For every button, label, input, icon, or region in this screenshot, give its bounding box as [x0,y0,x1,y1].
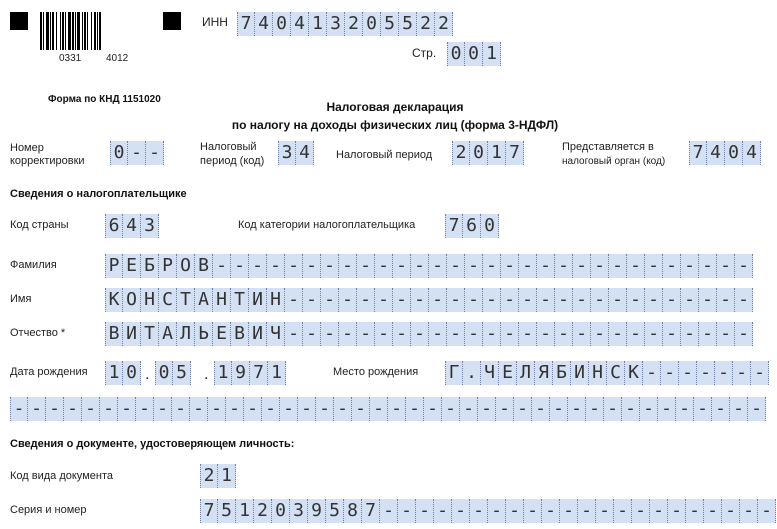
char-cell: Т [231,288,249,312]
char-cell: - [496,397,514,421]
char-cell: - [465,322,483,346]
char-cell: - [339,254,357,278]
char-cell: 0 [465,42,483,66]
char-cell: - [100,397,118,421]
barcode-left-digits: 0331 [59,53,82,64]
char-cell: - [429,254,447,278]
char-cell: - [681,288,699,312]
char-cell: - [460,397,478,421]
char-cell: - [231,254,249,278]
char-cell: Н [141,288,159,312]
char-cell: - [267,254,285,278]
char-cell: - [393,288,411,312]
char-cell: - [321,322,339,346]
char-cell: - [712,397,730,421]
char-cell: - [298,397,316,421]
char-cell: 9 [308,499,326,523]
char-cell: - [560,499,578,523]
char-cell: - [573,254,591,278]
char-cell: - [550,397,568,421]
char-cell: - [429,288,447,312]
char-cell: - [411,254,429,278]
char-cell: В [105,322,123,346]
char-cell: - [339,322,357,346]
char-cell: Е [213,322,231,346]
period-code-field[interactable] [278,141,314,165]
char-cell: - [465,288,483,312]
char-cell: - [357,288,375,312]
char-cell: 7 [250,361,268,385]
char-cell: Я [535,361,553,385]
birth-place-field-continued[interactable] [10,397,766,421]
char-cell: Н [267,288,285,312]
char-cell: - [640,397,658,421]
char-cell: - [375,254,393,278]
char-cell: - [213,254,231,278]
char-cell: - [483,288,501,312]
category-label: Код категории налогоплательщика [238,219,416,231]
char-cell: Е [123,254,141,278]
char-cell: Е [499,361,517,385]
char-cell: - [704,499,722,523]
page-number-field[interactable] [447,42,501,66]
title-line1: Налоговая декларация [326,100,464,114]
char-cell: Т [141,322,159,346]
char-cell: Б [141,254,159,278]
char-cell: 5 [399,12,417,36]
char-cell: - [434,499,452,523]
char-cell: - [681,254,699,278]
char-cell: - [537,254,555,278]
char-cell: В [195,254,213,278]
char-cell: - [478,397,496,421]
inn-field[interactable] [237,12,453,36]
char-cell: - [442,397,460,421]
surname-field[interactable] [105,254,753,278]
correction-field[interactable] [110,141,164,165]
series-number-label: Серия и номер [10,504,87,516]
char-cell: - [411,322,429,346]
char-cell: - [627,254,645,278]
char-cell: 3 [327,12,345,36]
char-cell: Ь [195,322,213,346]
char-cell: Г [445,361,463,385]
char-cell: - [316,397,334,421]
char-cell: А [159,322,177,346]
country-field[interactable] [105,214,159,238]
char-cell: 4 [743,141,761,165]
char-cell: - [352,397,370,421]
char-cell: - [28,397,46,421]
char-cell: 2 [417,12,435,36]
char-cell: - [429,322,447,346]
char-cell: Н [589,361,607,385]
char-cell: 5 [381,12,399,36]
char-cell: - [146,141,164,165]
char-cell: - [375,288,393,312]
char-cell: - [424,397,442,421]
birth-date-dot-1: . [145,366,150,383]
period-code-label-1: Налоговый [200,141,257,153]
char-cell: - [393,254,411,278]
char-cell: - [578,499,596,523]
char-cell: - [686,499,704,523]
char-cell: - [586,397,604,421]
char-cell: 5 [218,499,236,523]
title-line2: по налогу на доходы физических лиц (форма 3-НДФЛ) [231,118,559,132]
char-cell: - [679,361,697,385]
char-cell: - [82,397,100,421]
series-number-field[interactable] [200,499,776,523]
char-cell: - [715,361,733,385]
char-cell: - [658,397,676,421]
char-cell: - [483,322,501,346]
char-cell: - [609,288,627,312]
char-cell: - [542,499,560,523]
char-cell: - [748,397,766,421]
char-cell: - [416,499,434,523]
char-cell: И [123,322,141,346]
char-cell: - [735,322,753,346]
char-cell: - [555,322,573,346]
char-cell: - [519,254,537,278]
char-cell: 5 [326,499,344,523]
char-cell: - [697,361,715,385]
char-cell: 1 [214,361,232,385]
birth-day-field[interactable] [105,361,141,385]
char-cell: - [645,288,663,312]
char-cell: - [555,288,573,312]
birth-date-label: Дата рождения [10,366,88,378]
char-cell: 3 [278,141,296,165]
char-cell: - [406,397,424,421]
char-cell: 1 [105,361,123,385]
char-cell: Л [517,361,535,385]
char-cell: - [676,397,694,421]
char-cell: - [452,499,470,523]
char-cell: 2 [345,12,363,36]
char-cell: - [398,499,416,523]
char-cell: - [663,322,681,346]
char-cell: - [717,322,735,346]
char-cell: - [321,288,339,312]
char-cell: 4 [291,12,309,36]
authority-label-2: налоговый орган (код) [562,156,666,167]
char-cell: 1 [268,361,286,385]
char-cell: 1 [483,42,501,66]
char-cell: - [519,288,537,312]
char-cell: - [663,288,681,312]
doc-type-field[interactable] [200,464,236,488]
char-cell: Б [553,361,571,385]
char-cell: 0 [110,141,128,165]
char-cell: Р [159,254,177,278]
char-cell: - [244,397,262,421]
char-cell: О [177,254,195,278]
char-cell: - [730,397,748,421]
barcode-gap [101,12,102,50]
char-cell: - [604,397,622,421]
char-cell: - [388,397,406,421]
char-cell: - [357,254,375,278]
correction-label-2: корректировки [10,155,85,167]
period-code-label-2: период (код) [200,155,265,167]
char-cell: - [447,254,465,278]
char-cell: 0 [481,214,499,238]
char-cell: - [447,288,465,312]
char-cell: 9 [232,361,250,385]
char-cell: - [573,322,591,346]
char-cell: 0 [447,42,465,66]
char-cell: - [568,397,586,421]
char-cell: - [722,499,740,523]
char-cell: - [537,322,555,346]
char-cell: - [370,397,388,421]
authority-label-1: Представляется в [562,141,654,153]
char-cell: - [627,322,645,346]
char-cell: - [285,322,303,346]
char-cell: Л [177,322,195,346]
char-cell: 1 [236,499,254,523]
char-cell: - [514,397,532,421]
char-cell: - [285,254,303,278]
char-cell: - [118,397,136,421]
char-cell: - [733,361,751,385]
char-cell: 2 [254,499,272,523]
char-cell: - [303,322,321,346]
char-cell: - [609,254,627,278]
taxpayer-section-title: Сведения о налогоплательщике [10,188,187,200]
char-cell: - [627,288,645,312]
char-cell: 2 [200,464,218,488]
char-cell: - [694,397,712,421]
char-cell: - [643,361,661,385]
char-cell: 0 [272,499,290,523]
char-cell: 4 [707,141,725,165]
char-cell: - [128,141,146,165]
char-cell: К [105,288,123,312]
char-cell: - [740,499,758,523]
corner-marker-left [10,12,28,30]
char-cell: - [699,254,717,278]
name-label: Имя [10,293,32,305]
char-cell: 7 [506,141,524,165]
char-cell: - [661,361,679,385]
char-cell: - [591,254,609,278]
char-cell: - [506,499,524,523]
char-cell: - [501,322,519,346]
char-cell: И [571,361,589,385]
char-cell: - [262,397,280,421]
char-cell: - [393,322,411,346]
char-cell: - [411,288,429,312]
char-cell: - [758,499,776,523]
char-cell: 1 [488,141,506,165]
char-cell: - [596,499,614,523]
char-cell: 7 [445,214,463,238]
char-cell: Ч [481,361,499,385]
char-cell: - [622,397,640,421]
char-cell: Н [213,288,231,312]
surname-label: Фамилия [10,259,57,271]
char-cell: Р [105,254,123,278]
barcode [40,12,134,50]
char-cell: 0 [363,12,381,36]
char-cell: С [607,361,625,385]
char-cell: 2 [452,141,470,165]
birth-year-field[interactable] [214,361,286,385]
char-cell: - [46,397,64,421]
char-cell: 2 [435,12,453,36]
char-cell: 7 [362,499,380,523]
char-cell: - [190,397,208,421]
char-cell: - [632,499,650,523]
char-cell: И [249,322,267,346]
birth-month-field[interactable] [155,361,191,385]
char-cell: - [735,254,753,278]
page-label: Стр. [412,46,437,60]
char-cell: 4 [123,214,141,238]
country-label: Код страны [10,219,69,231]
char-cell: - [136,397,154,421]
char-cell: - [10,397,28,421]
doc-type-label: Код вида документа [10,470,113,482]
char-cell: К [625,361,643,385]
char-cell: . [463,361,481,385]
char-cell: - [735,288,753,312]
char-cell: - [573,288,591,312]
char-cell: - [717,288,735,312]
char-cell: 0 [273,12,291,36]
char-cell: - [357,322,375,346]
char-cell: - [208,397,226,421]
char-cell: - [699,288,717,312]
char-cell: 7 [237,12,255,36]
char-cell: - [280,397,298,421]
char-cell: 4 [296,141,314,165]
birth-place-field[interactable] [445,361,769,385]
char-cell: В [231,322,249,346]
char-cell: - [483,254,501,278]
char-cell: - [555,254,573,278]
char-cell: - [488,499,506,523]
char-cell: - [172,397,190,421]
char-cell: - [591,288,609,312]
char-cell: 1 [218,464,236,488]
char-cell: 1 [309,12,327,36]
char-cell: 3 [141,214,159,238]
char-cell: 8 [344,499,362,523]
birth-date-dot-2: . [204,366,209,383]
category-field[interactable] [445,214,499,238]
char-cell: - [699,322,717,346]
char-cell: - [668,499,686,523]
char-cell: - [465,254,483,278]
char-cell: Т [177,288,195,312]
corner-marker-right [163,12,181,30]
char-cell: 4 [255,12,273,36]
name-field[interactable] [105,288,753,312]
tax-period-label: Налоговый период [336,149,433,161]
char-cell: 6 [463,214,481,238]
authority-field[interactable] [689,141,761,165]
char-cell: - [751,361,769,385]
char-cell: - [663,254,681,278]
char-cell: - [303,254,321,278]
char-cell: - [375,322,393,346]
char-cell: Ч [267,322,285,346]
char-cell: - [226,397,244,421]
char-cell: - [591,322,609,346]
char-cell: - [303,288,321,312]
char-cell: - [285,288,303,312]
birth-place-label: Место рождения [333,366,419,378]
char-cell: - [645,254,663,278]
patronymic-label: Отчество * [10,327,66,339]
char-cell: - [717,254,735,278]
char-cell: - [614,499,632,523]
char-cell: С [159,288,177,312]
char-cell: - [470,499,488,523]
char-cell: - [334,397,352,421]
inn-label: ИНН [202,15,228,29]
char-cell: - [321,254,339,278]
char-cell: - [524,499,542,523]
char-cell: - [447,322,465,346]
char-cell: - [537,288,555,312]
char-cell: А [195,288,213,312]
char-cell: - [645,322,663,346]
char-cell: 5 [173,361,191,385]
char-cell: - [380,499,398,523]
char-cell: - [650,499,668,523]
tax-period-field[interactable] [452,141,524,165]
char-cell: 0 [155,361,173,385]
char-cell: - [249,254,267,278]
char-cell: - [519,322,537,346]
char-cell: - [64,397,82,421]
char-cell: 0 [470,141,488,165]
form-code: Форма по КНД 1151020 [48,94,161,105]
char-cell: - [339,288,357,312]
char-cell: - [154,397,172,421]
char-cell: О [123,288,141,312]
char-cell: 0 [725,141,743,165]
char-cell: 6 [105,214,123,238]
char-cell: - [501,254,519,278]
patronymic-field[interactable] [105,322,753,346]
char-cell: 0 [123,361,141,385]
correction-label-1: Номер [10,142,44,154]
char-cell: 7 [200,499,218,523]
char-cell: - [501,288,519,312]
char-cell: 7 [689,141,707,165]
document-section-title: Сведения о документе, удостоверяющем личность: [10,438,295,450]
char-cell: - [681,322,699,346]
barcode-right-digits: 4012 [106,53,129,64]
char-cell: И [249,288,267,312]
char-cell: 3 [290,499,308,523]
char-cell: - [609,322,627,346]
char-cell: - [532,397,550,421]
